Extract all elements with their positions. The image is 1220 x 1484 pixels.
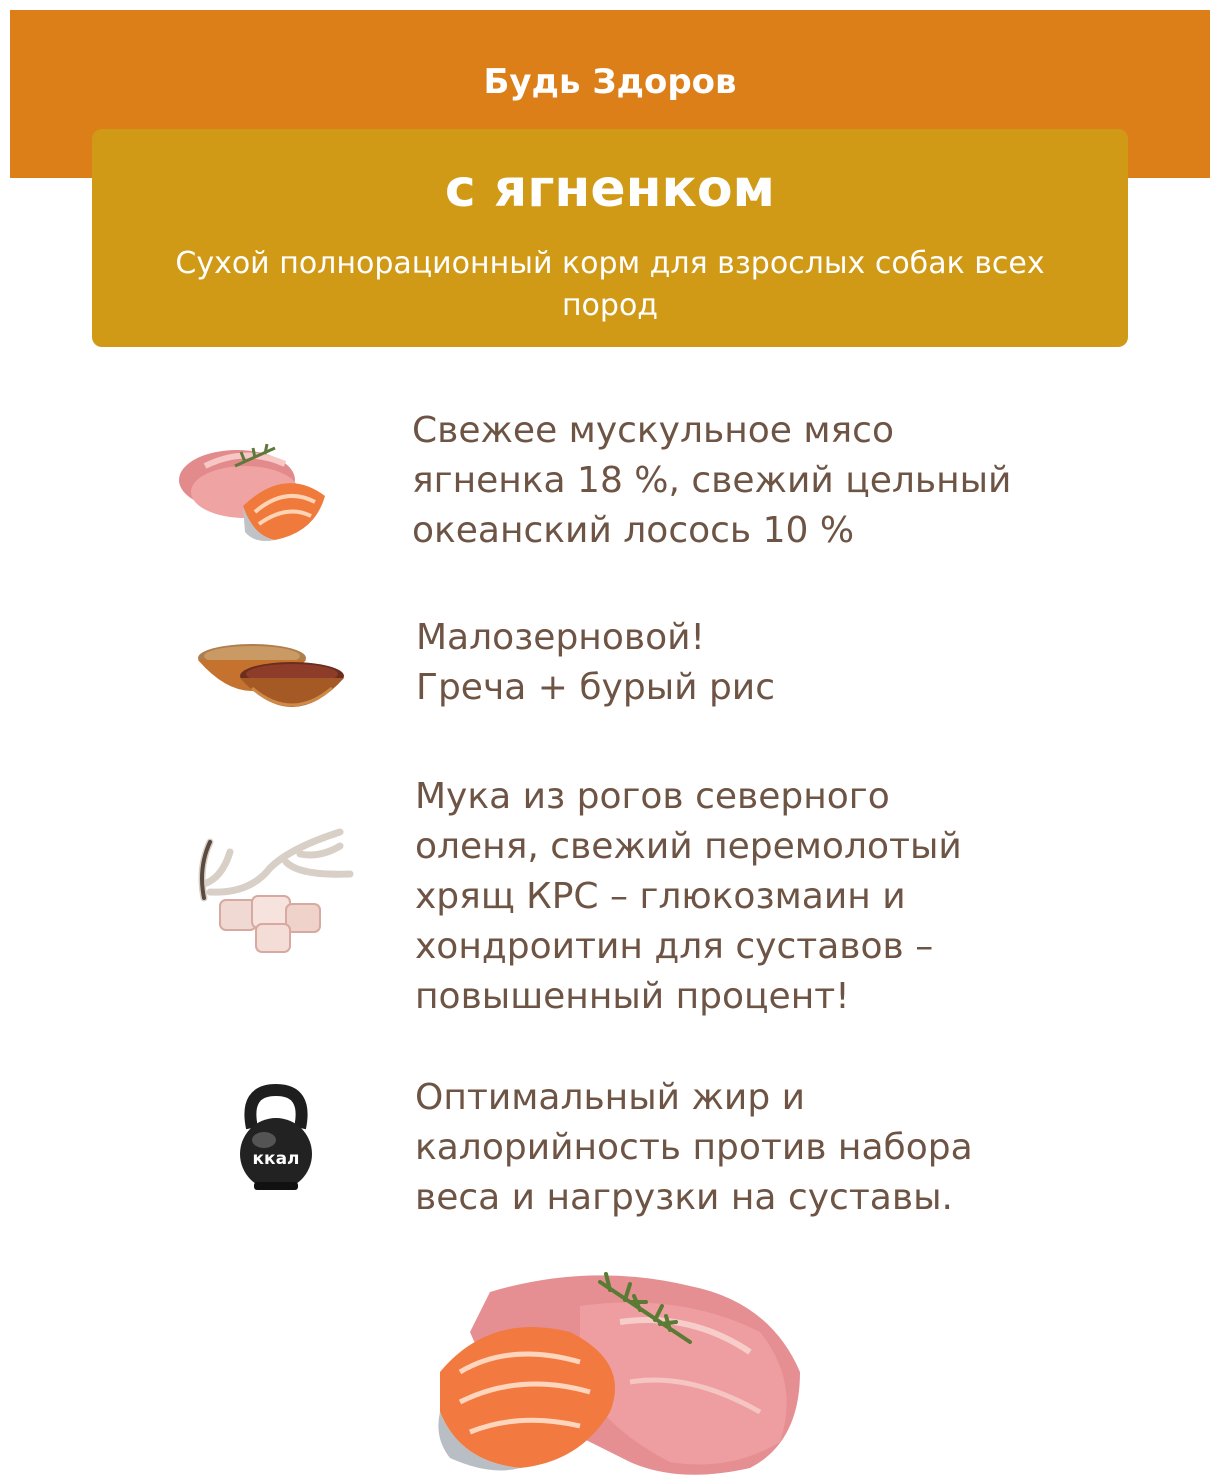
product-subtitle: Сухой полнорационный корм для взрослых собак всех пород [175,246,1045,323]
antler-cartilage-icon [190,828,370,956]
product-title: с ягненком [444,159,776,219]
meat-and-salmon-hero-image [430,1262,820,1484]
kettlebell-icon [228,1084,324,1192]
title-card [92,129,1128,347]
feature-text-grain: Малозерновой! Греча + бурый рис [416,617,775,708]
feature-text-joints: Мука из рогов северного оленя, свежий перемолотый хрящ КРС – глюкозмаин и хондроитин для суставов – повышенный процент! [415,776,962,1017]
meat-and-salmon-icon [175,436,335,548]
feature-text-protein: Свежее мускульное мясо ягненка 18 %, свежий цельный океанский лосось 10 % [412,410,1012,551]
grain-bowl-icon [192,636,352,726]
brand-name: Будь Здоров [483,62,737,102]
feature-text-calories: Оптимальный жир и калорийность против набора веса и нагрузки на суставы. [415,1077,973,1218]
kettlebell-label: ккал [252,1149,300,1169]
